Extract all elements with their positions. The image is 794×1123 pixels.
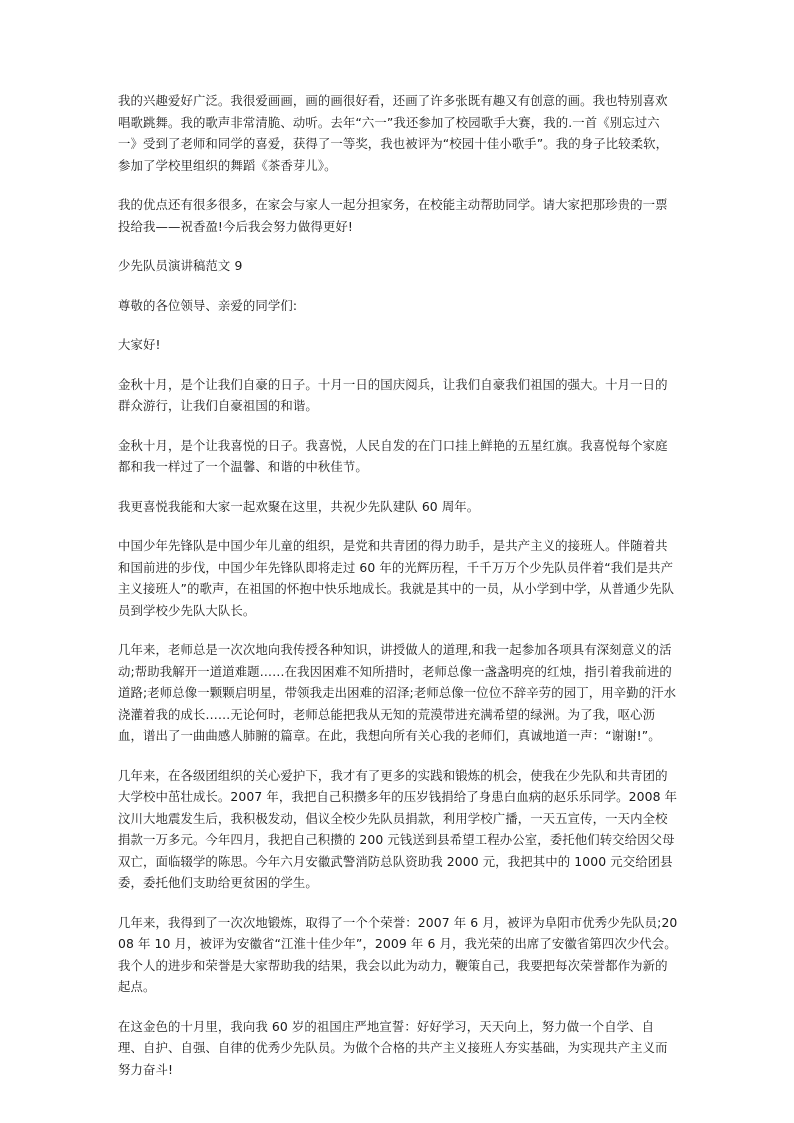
paragraph-honors: 几年来，我得到了一次次地锻炼，取得了一个个荣誉：2007 年 6 月，被评为阜阳市优秀少先队员;2008 年 10 月，被评为安徽省“江淮十佳少年”，2009 年 6 月，我光荣的出席了安徽省第四次少代会。我个人的进步和荣誉是大家帮助我的结果，我会以此为动力，鞭策自己，我要把每次荣誉都作为新的起点。 [118,914,678,994]
paragraph-young-pioneers: 中国少年先锋队是中国少年儿童的组织，是党和共青团的得力助手，是共产主义的接班人。伴随着共和国前进的步伐，中国少年先锋队即将走过 60 年的光辉历程，千千万万个少先队员伴着“我们是共产主义接班人”的歌声，在祖国的怀抱中快乐地成长。我就是其中的一员，从小学到中学，从普通少先队员到学校少先队大队长。 [118,538,675,618]
paragraph-joyful-october: 金秋十月，是个让我喜悦的日子。我喜悦，人民自发的在门口挂上鲜艳的五星红旗。我喜悦每个家庭都和我一样过了一个温馨、和谐的中秋佳节。 [118,437,668,474]
paragraph-teachers: 几年来，老师总是一次次地向我传授各种知识，讲授做人的道理,和我一起参加各项具有深刻意义的活动;帮助我解开一道道难题……在我因困难不知所措时，老师总像一盏盏明亮的红烛，指引着我前进的道路;老师总像一颗颗启明星，带领我走出困难的沼泽;老师总像一位位不辞辛劳的园丁，用辛勤的汗水浇灌着我的成长……无论何时，老师总能把我从无知的荒漠带进充满希望的绿洲。为了我，呕心沥血，谱出了一曲曲感人肺腑的篇章。在此，我想向所有关心我的老师们，真诚地道一声：“谢谢!”。 [118,642,677,743]
salutation: 尊敬的各位领导、亲爱的同学们: [118,297,298,313]
paragraph-anniversary: 我更喜悦我能和大家一起欢聚在这里，共祝少先队建队 60 周年。 [118,498,480,514]
paragraph-pledge: 在这金色的十月里，我向我 60 岁的祖国庄严地宣誓：好好学习，天天向上，努力做一个自学、自理、自护、自强、自律的优秀少先队员。为做个合格的共产主义接班人夯实基础，为实现共产主义而努力奋斗! [118,1018,668,1077]
section-title: 少先队员演讲稿范文 9 [118,258,243,273]
greeting: 大家好! [118,337,161,352]
paragraph-hobbies: 我的兴趣爱好广泛。我很爱画画，画的画很好看，还画了许多张既有趣又有创意的画。我也特别喜欢唱歌跳舞。我的歌声非常清脆、动听。去年“六一”我还参加了校园歌手大赛，我的.一首《别忘过六一》受到了老师和同学的喜爱，获得了一等奖，我也被评为“校园十佳小歌手”。我的身子比较柔软，参加了学校里组织的舞蹈《茶香芽儿》。 [118,93,669,173]
paragraph-practice: 几年来，在各级团组织的关心爱护下，我才有了更多的实践和锻炼的机会，使我在少先队和共青团的大学校中茁壮成长。2007 年，我把自己积攒多年的压岁钱捐给了身患白血病的赵乐乐同学。2008 年汶川大地震发生后，我积极发动，倡议全校少先队员捐款，利用学校广播，一天五宣传，一天内全校捐款一万多元。今年四月，我把自己积攒的 200 元钱送到县希望工程办公室，委托他们转交给因父母双亡，面临辍学的陈思。今年六月安徽武警消防总队资助我 2000 元，我把其中的 1000 元交给团县委，委托他们支助给更贫困的学生。 [118,767,678,890]
paragraph-proud-october: 金秋十月，是个让我们自豪的日子。十月一日的国庆阅兵，让我们自豪我们祖国的强大。十月一日的群众游行，让我们自豪祖国的和谐。 [118,376,668,413]
document-page [118,90,678,1098]
paragraph-strengths: 我的优点还有很多很多，在家会与家人一起分担家务，在校能主动帮助同学。请大家把那珍贵的一票投给我——祝香盈!今后我会努力做得更好! [118,197,668,234]
